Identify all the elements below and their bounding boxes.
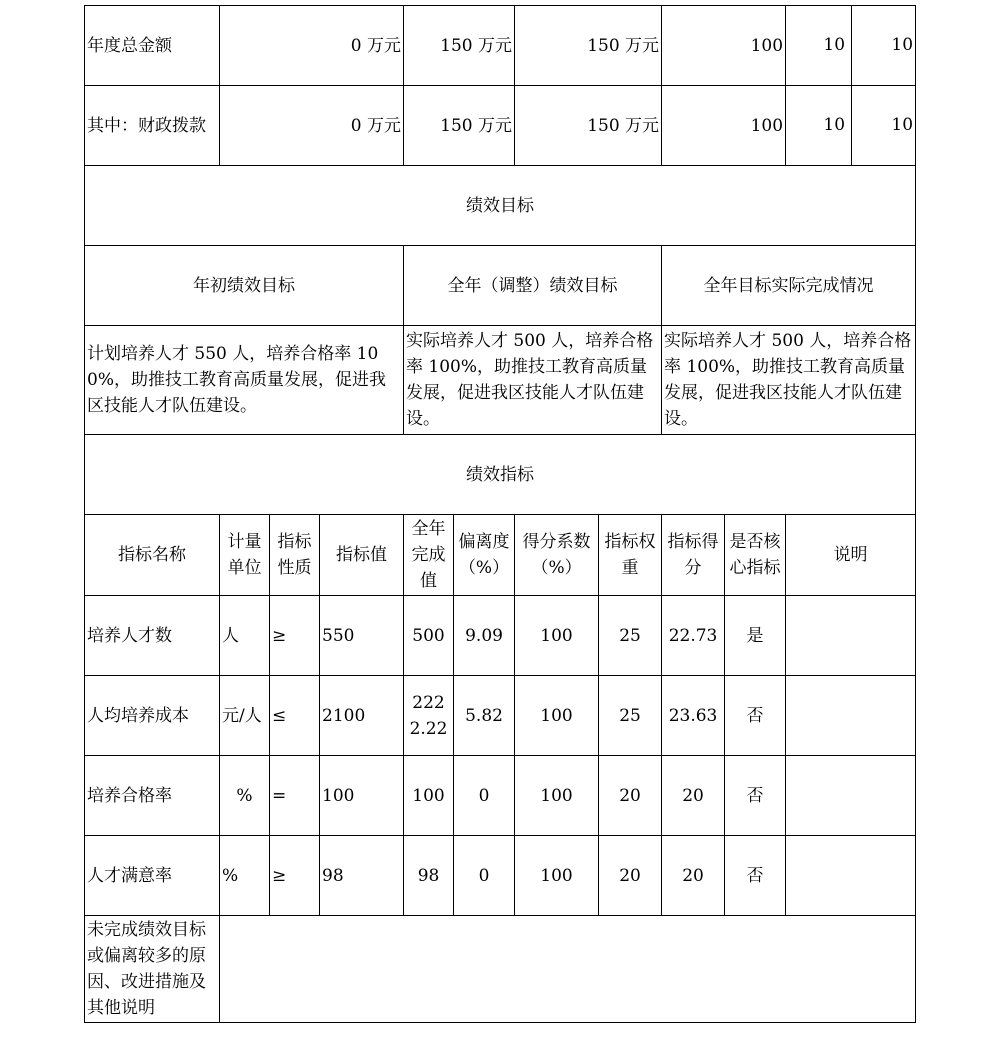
indicator-score: 20 <box>662 756 725 836</box>
indicator-nature: ≤ <box>270 676 320 756</box>
indicator-target: 98 <box>320 836 404 916</box>
indicator-coefficient: 100 <box>515 756 599 836</box>
indicator-deviation: 0 <box>454 836 515 916</box>
header-weight: 指标权重 <box>599 515 662 596</box>
indicator-target: 550 <box>320 596 404 676</box>
funding-actual: 150 万元 <box>515 86 662 166</box>
funding-row-total <box>85 6 916 86</box>
indicator-weight: 20 <box>599 756 662 836</box>
indicator-core: 是 <box>725 596 786 676</box>
goals-text-actual: 实际培养人才 500 人，培养合格率 100%，助推技工教育高质量发展，促进我区技能人才队伍建设。 <box>662 326 916 435</box>
indicator-core: 否 <box>725 756 786 836</box>
header-target: 指标值 <box>320 515 404 596</box>
header-unit: 计量单位 <box>220 515 270 596</box>
table-row <box>85 676 916 756</box>
funding-label: 其中：财政拨款 <box>85 86 220 166</box>
indicator-actual: 98 <box>404 836 454 916</box>
header-coefficient: 得分系数（%） <box>515 515 599 596</box>
goals-section-title: 绩效目标 <box>85 166 916 246</box>
indicator-coefficient: 100 <box>515 676 599 756</box>
funding-initial: 0 万元 <box>220 6 404 86</box>
indicator-note <box>786 756 916 836</box>
indicators-title-row <box>85 435 916 515</box>
indicators-header-row <box>85 515 916 596</box>
header-name: 指标名称 <box>85 515 220 596</box>
indicator-weight: 25 <box>599 676 662 756</box>
indicator-weight: 25 <box>599 596 662 676</box>
goals-header-row <box>85 246 916 326</box>
indicators-section-title: 绩效指标 <box>85 435 916 515</box>
funding-score: 10 <box>891 35 914 55</box>
indicator-core: 否 <box>725 676 786 756</box>
indicator-unit: 元/人 <box>220 676 270 756</box>
indicator-nature: = <box>270 756 320 836</box>
indicator-score: 20 <box>662 836 725 916</box>
remarks-label: 未完成绩效目标或偏离较多的原因、改进措施及其他说明 <box>85 916 220 1023</box>
indicator-target: 2100 <box>320 676 404 756</box>
funding-rate: 100 <box>662 6 786 86</box>
funding-label: 年度总金额 <box>85 6 220 86</box>
indicator-actual: 500 <box>404 596 454 676</box>
funding-weight-score <box>786 6 916 86</box>
indicator-unit: % <box>220 836 270 916</box>
header-score: 指标得分 <box>662 515 725 596</box>
table-row <box>85 596 916 676</box>
goals-title-row <box>85 166 916 246</box>
header-core: 是否核心指标 <box>725 515 786 596</box>
remarks-row <box>85 916 916 1023</box>
header-note: 说明 <box>786 515 916 596</box>
indicator-weight: 20 <box>599 836 662 916</box>
header-actual: 全年完成值 <box>404 515 454 596</box>
remarks-content <box>220 916 916 1023</box>
indicator-deviation: 5.82 <box>454 676 515 756</box>
indicator-name: 人才满意率 <box>85 836 220 916</box>
goals-col-adjusted: 全年（调整）绩效目标 <box>404 246 662 326</box>
goals-text-adjusted: 实际培养人才 500 人，培养合格率 100%，助推技工教育高质量发展，促进我区技能人才队伍建设。 <box>404 326 662 435</box>
funding-adjusted: 150 万元 <box>404 86 515 166</box>
table-row <box>85 756 916 836</box>
indicator-score: 23.63 <box>662 676 725 756</box>
indicator-unit: % <box>220 756 270 836</box>
indicator-coefficient: 100 <box>515 596 599 676</box>
header-deviation: 偏离度（%） <box>454 515 515 596</box>
indicator-core: 否 <box>725 836 786 916</box>
funding-initial: 0 万元 <box>220 86 404 166</box>
indicator-name: 人均培养成本 <box>85 676 220 756</box>
goals-col-initial: 年初绩效目标 <box>85 246 404 326</box>
indicator-nature: ≥ <box>270 836 320 916</box>
indicator-name: 培养人才数 <box>85 596 220 676</box>
goals-text-row <box>85 326 916 435</box>
funding-score: 10 <box>891 115 914 135</box>
goals-text-initial: 计划培养人才 550 人，培养合格率 100%，助推技工教育高质量发展，促进我区技能人才队伍建设。 <box>85 326 404 435</box>
table-row <box>85 836 916 916</box>
indicator-target: 100 <box>320 756 404 836</box>
indicator-deviation: 0 <box>454 756 515 836</box>
header-nature: 指标性质 <box>270 515 320 596</box>
indicator-note <box>786 676 916 756</box>
indicator-nature: ≥ <box>270 596 320 676</box>
indicator-note <box>786 836 916 916</box>
funding-row-fiscal <box>85 86 916 166</box>
funding-adjusted: 150 万元 <box>404 6 515 86</box>
indicator-score: 22.73 <box>662 596 725 676</box>
indicator-unit: 人 <box>220 596 270 676</box>
funding-weight: 10 <box>786 6 852 85</box>
funding-weight-score <box>786 86 916 166</box>
indicator-coefficient: 100 <box>515 836 599 916</box>
indicator-actual: 2222.22 <box>404 676 454 756</box>
indicator-actual: 100 <box>404 756 454 836</box>
goals-col-actual: 全年目标实际完成情况 <box>662 246 916 326</box>
indicator-name: 培养合格率 <box>85 756 220 836</box>
indicator-note <box>786 596 916 676</box>
funding-rate: 100 <box>662 86 786 166</box>
performance-table <box>84 5 916 1023</box>
funding-actual: 150 万元 <box>515 6 662 86</box>
funding-weight: 10 <box>786 86 852 165</box>
indicator-deviation: 9.09 <box>454 596 515 676</box>
